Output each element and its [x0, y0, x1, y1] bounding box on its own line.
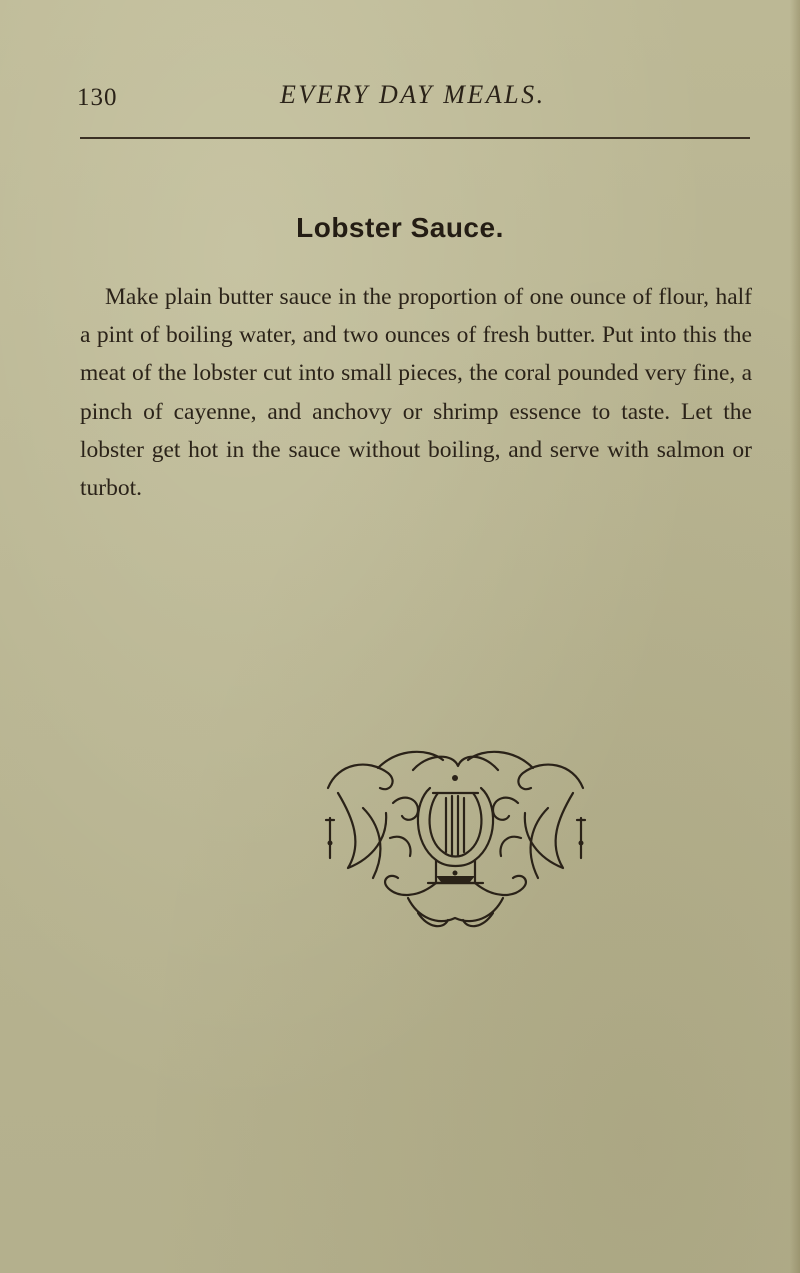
header-rule [80, 137, 750, 139]
running-title: EVERY DAY MEALS. [280, 80, 546, 109]
recipe-body: Make plain butter sauce in the proportion of one ounce of flour, half a pint of boiling water, and two ounces of fresh butter. Put into this the meat of the lobster cut into small pieces, the coral pounded very fine, a pinch of cayenne, and anchovy or shrimp essence to taste. Let the lobster get hot in the sauce without boiling, and serve with salmon or turbot. [80, 284, 752, 502]
page-number: 130 [77, 84, 118, 111]
page-edge-shadow [790, 0, 800, 1273]
recipe-title: Lobster Sauce. [296, 212, 504, 243]
lyre-ornament-icon [318, 748, 593, 930]
